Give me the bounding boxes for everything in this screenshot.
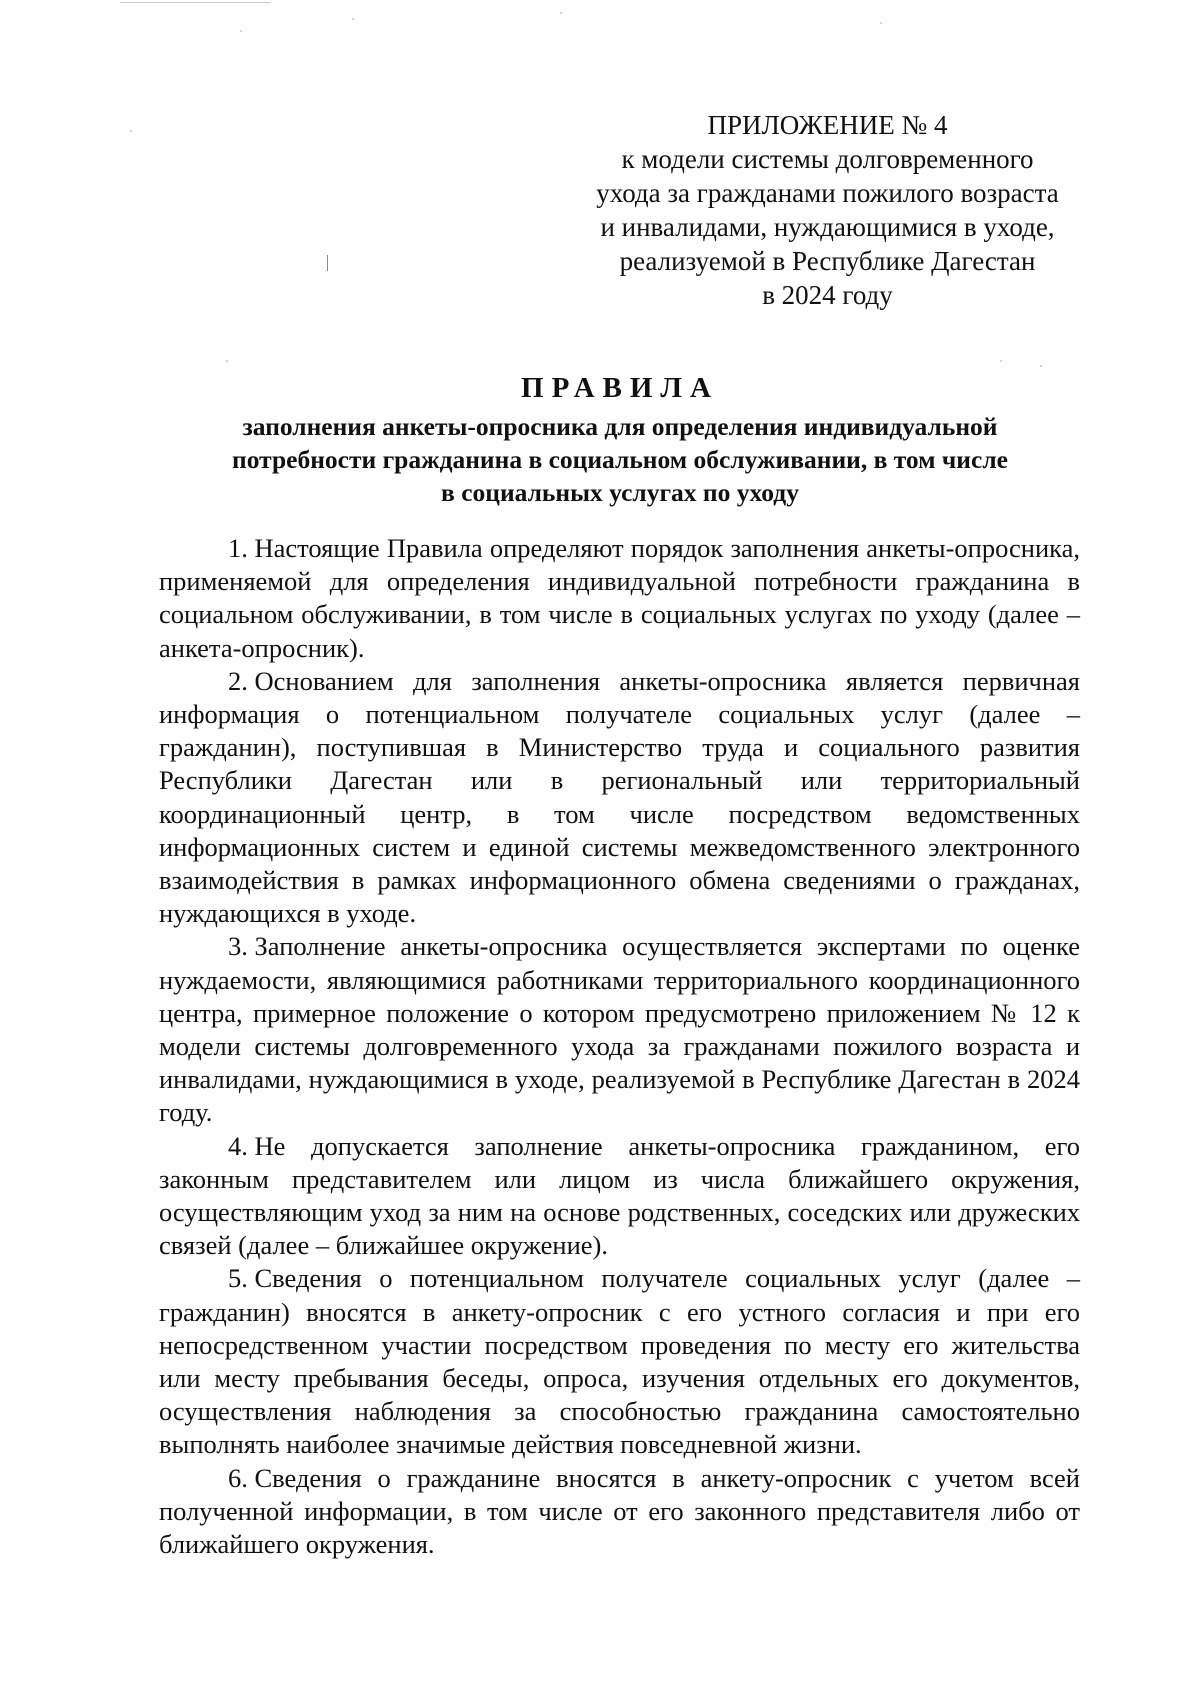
title-subtitle-line: заполнения анкеты-опросника для определения индивидуальной	[242, 412, 998, 441]
paragraph-number: 2.	[228, 665, 248, 696]
appendix-line: ухода за гражданами пожилого возраста	[596, 178, 1059, 208]
appendix-header	[560, 108, 1095, 312]
appendix-line: в 2024 году	[762, 280, 893, 310]
paragraph-4	[159, 1130, 1080, 1263]
document-body	[159, 532, 1080, 1561]
scan-artifact-dot	[240, 30, 242, 32]
paragraph-3	[159, 930, 1080, 1129]
scan-artifact-dot	[560, 12, 562, 14]
scan-artifact-dot	[880, 22, 882, 24]
title-main: ПРАВИЛА	[521, 372, 719, 404]
paragraph-text: Не допускается заполнение анкеты-опросника гражданином, его законным представителем или лицом из числа ближайшего окружения, осуществляющим уход за ним на основе родственных, соседских или дружеских связей (далее – ближайшее окружение).	[159, 1130, 1080, 1261]
scan-artifact-dot	[1000, 360, 1002, 362]
paragraph-1	[159, 532, 1080, 665]
paragraph-text: Сведения о потенциальном получателе социальных услуг (далее – гражданин) вносятся в анкету-опросник с его устного согласия и при его непосредственном участии посредством проведения по месту его жительства или месту пребывания беседы, опроса, изучения отдельных его документов, осуществления наблюдения за способностью гражданина самостоятельно выполнять наиболее значимые действия повседневной жизни.	[159, 1263, 1080, 1460]
paragraph-number: 3.	[228, 931, 248, 962]
paragraph-text: Заполнение анкеты-опросника осуществляется экспертами по оценке нуждаемости, являющимися работниками территориального координационного центра, примерное положение о котором предусмотрено приложением № 12 к модели системы долговременного ухода за гражданами пожилого возраста и инвалидами, нуждающимися в уходе, реализуемой в Республике Дагестан в 2024 году.	[159, 931, 1080, 1128]
paragraph-number: 6.	[228, 1462, 248, 1493]
scan-artifact-dot	[226, 360, 228, 362]
paragraph-number: 5.	[228, 1263, 248, 1294]
scan-artifact-dot	[352, 18, 354, 20]
paragraph-number: 4.	[228, 1130, 248, 1161]
scan-artifact-dot	[1040, 365, 1042, 367]
scan-artifact-vertical-mark	[327, 255, 328, 271]
appendix-line: реализуемой в Республике Дагестан	[619, 246, 1036, 276]
title-subtitle-line: потребности гражданина в социальном обслуживании, в том числе	[232, 445, 1008, 474]
document-title	[150, 368, 1090, 509]
paragraph-text: Основанием для заполнения анкеты-опросника является первичная информация о потенциальном получателе социальных услуг (далее – гражданин), поступившая в Министерство труда и социального развития Республики Дагестан или в региональный или территориальный координационный центр, в том числе посредством ведомственных информационных систем и единой системы межведомственного электронного взаимодействия в рамках информационного обмена сведениями о гражданах, нуждающихся в уходе.	[159, 665, 1080, 929]
paragraph-2	[159, 665, 1080, 931]
appendix-line: к модели системы долговременного	[621, 144, 1034, 174]
scan-artifact-dot	[130, 130, 132, 132]
appendix-heading: ПРИЛОЖЕНИЕ № 4	[707, 110, 948, 140]
paragraph-5	[159, 1262, 1080, 1461]
appendix-line: и инвалидами, нуждающимися в уходе,	[600, 212, 1055, 242]
paragraph-text: Сведения о гражданине вносятся в анкету-опросник с учетом всей полученной информации, в том числе от его законного представителя либо от ближайшего окружения.	[159, 1462, 1080, 1560]
scan-artifact-top-line	[120, 2, 270, 3]
paragraph-6	[159, 1462, 1080, 1562]
title-subtitle-line: в социальных услугах по уходу	[441, 478, 799, 507]
paragraph-text: Настоящие Правила определяют порядок заполнения анкеты-опросника, применяемой для определения индивидуальной потребности гражданина в социальном обслуживании, в том числе в социальных услугах по уходу (далее – анкета-опросник).	[159, 533, 1080, 663]
paragraph-number: 1.	[228, 533, 248, 563]
